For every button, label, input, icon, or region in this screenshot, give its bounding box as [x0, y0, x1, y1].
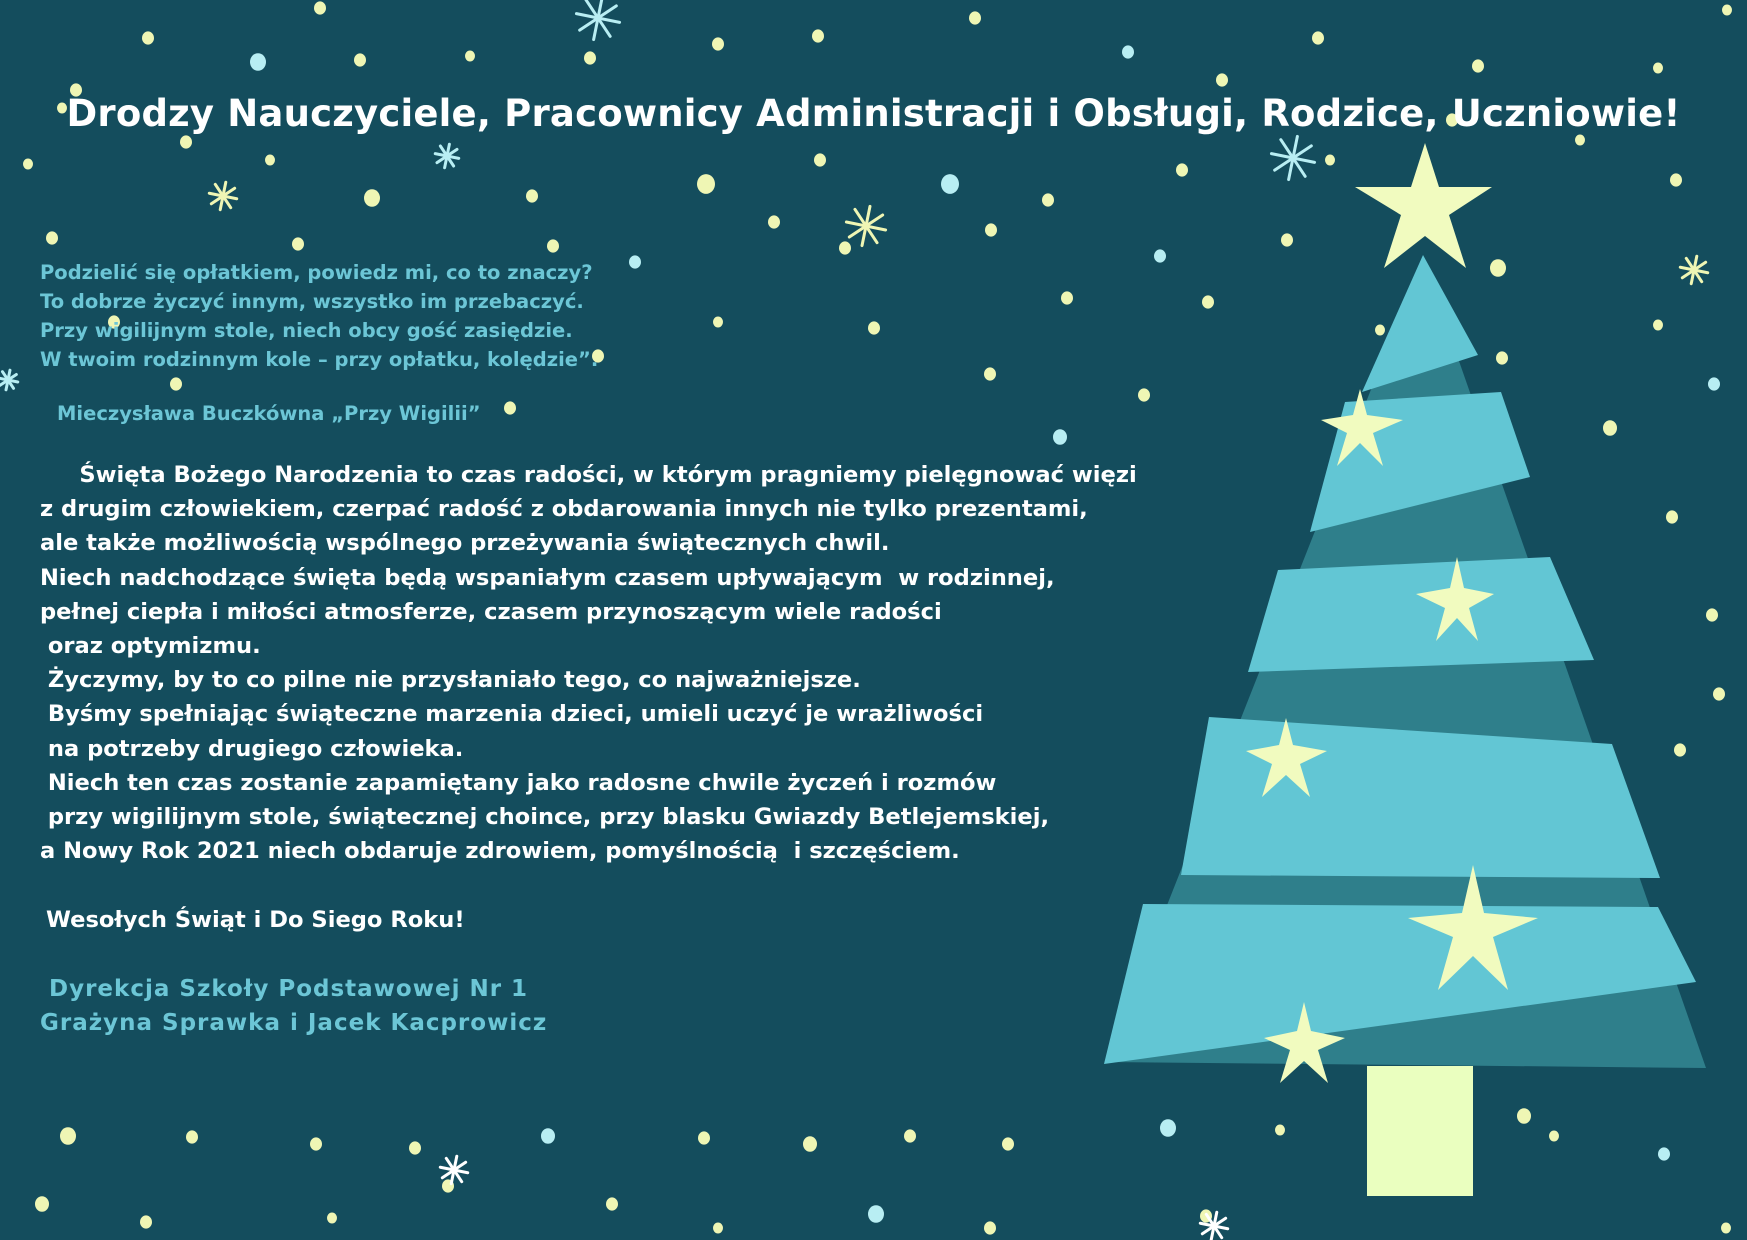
snow-dot-icon — [1061, 291, 1073, 304]
snow-dot-icon — [409, 1141, 421, 1154]
snow-dot-icon — [186, 1130, 198, 1143]
snow-dot-icon — [1216, 73, 1228, 86]
snow-dot-icon — [1706, 608, 1718, 621]
snow-dot-icon — [1154, 249, 1166, 262]
snow-dot-icon — [1138, 388, 1150, 401]
poem-line: W twoim rodzinnym kole – przy opłatku, kolędzie”. — [40, 348, 599, 371]
snow-dot-icon — [1275, 1125, 1285, 1136]
snow-dot-icon — [1708, 377, 1720, 390]
snow-dot-icon — [1653, 63, 1663, 74]
snow-dot-icon — [606, 1197, 618, 1210]
snow-dot-icon — [941, 174, 959, 194]
tree-band-3 — [1248, 557, 1594, 672]
snow-dot-icon — [868, 1205, 884, 1223]
snow-dot-icon — [984, 367, 996, 380]
page-title: Drodzy Nauczyciele, Pracownicy Administracji i Obsługi, Rodzice, Uczniowie! — [66, 92, 1681, 135]
snow-dot-icon — [1670, 173, 1682, 186]
snowflake-icon — [440, 1156, 467, 1183]
snow-dot-icon — [1312, 31, 1324, 44]
snowflake-icon — [209, 182, 236, 209]
snow-dot-icon — [984, 1221, 996, 1234]
snow-dot-icon — [1325, 155, 1335, 166]
snow-dot-icon — [46, 231, 58, 244]
snow-dot-icon — [1375, 325, 1385, 336]
snow-dot-icon — [541, 1128, 555, 1143]
message-line: a Nowy Rok 2021 niech obdaruje zdrowiem, pomyślnością i szczęściem. — [40, 838, 960, 865]
snow-dot-icon — [904, 1129, 916, 1142]
snow-dot-icon — [713, 317, 723, 328]
snow-dot-icon — [526, 189, 538, 202]
tree-top-star-icon — [1355, 143, 1492, 268]
poem-line: Przy wigilijnym stole, niech obcy gość zasiędzie. — [40, 319, 573, 342]
snow-dot-icon — [1202, 295, 1214, 308]
snow-dot-icon — [23, 159, 33, 170]
poem-attribution: Mieczysława Buczkówna „Przy Wigilii” — [57, 402, 481, 425]
message-line: Życzymy, by to co pilne nie przysłaniało tego, co najważniejsze. — [40, 667, 861, 694]
snow-dot-icon — [1713, 687, 1725, 700]
snowflake-icon — [0, 370, 18, 390]
snow-dot-icon — [1160, 1119, 1176, 1137]
snow-dot-icon — [1281, 233, 1293, 246]
snow-dot-icon — [60, 1127, 76, 1145]
snow-dot-icon — [142, 31, 154, 44]
snow-dot-icon — [629, 255, 641, 268]
message-body — [40, 458, 1137, 868]
snow-dot-icon — [1496, 351, 1508, 364]
snow-dot-icon — [327, 1213, 337, 1224]
snow-dot-icon — [1658, 1147, 1670, 1160]
snow-dot-icon — [314, 1, 326, 14]
snow-dot-icon — [1721, 1223, 1731, 1234]
snowflake-icon — [1271, 136, 1314, 179]
snow-dot-icon — [712, 37, 724, 50]
snow-dot-icon — [1653, 320, 1663, 331]
snow-dot-icon — [1666, 510, 1678, 523]
message-line: na potrzeby drugiego człowieka. — [40, 735, 464, 762]
signature-line-school: Dyrekcja Szkoły Podstawowej Nr 1 — [40, 976, 529, 1002]
holiday-greeting: Wesołych Świąt i Do Siego Roku! — [46, 907, 465, 933]
snow-dot-icon — [250, 53, 266, 71]
snowflake-icon — [1680, 256, 1707, 283]
poem-quote — [40, 258, 598, 374]
snow-dot-icon — [1176, 163, 1188, 176]
snow-dot-icon — [768, 215, 780, 228]
signature — [40, 972, 547, 1040]
snow-dot-icon — [354, 53, 366, 66]
message-line: Niech ten czas zostanie zapamiętany jako radosne chwile życzeń i rozmów — [40, 769, 997, 796]
snow-dot-icon — [180, 135, 192, 148]
message-line: oraz optymizmu. — [40, 633, 261, 660]
message-line: Byśmy spełniając świąteczne marzenia dzieci, umieli uczyć je wrażliwości — [40, 701, 984, 728]
snow-dot-icon — [1722, 5, 1732, 16]
snow-dot-icon — [504, 401, 516, 414]
snow-dot-icon — [265, 155, 275, 166]
snow-dot-icon — [713, 1223, 723, 1234]
snow-dot-icon — [1053, 429, 1067, 444]
snow-dot-icon — [292, 237, 304, 250]
snow-dot-icon — [310, 1137, 322, 1150]
snow-dot-icon — [814, 153, 826, 166]
snow-dot-icon — [1517, 1108, 1531, 1123]
snow-dot-icon — [1575, 135, 1585, 146]
snow-dot-icon — [35, 1196, 49, 1211]
snowflake-icon — [576, 0, 619, 40]
snow-dot-icon — [803, 1136, 817, 1151]
snow-dot-icon — [697, 174, 715, 194]
snow-dot-icon — [839, 241, 851, 254]
snow-dot-icon — [1472, 59, 1484, 72]
message-line: pełnej ciepła i miłości atmosferze, czasem przynoszącym wiele radości — [40, 598, 942, 625]
snow-dot-icon — [364, 189, 380, 207]
snowflake-icon — [846, 206, 885, 245]
signature-line-names: Grażyna Sprawka i Jacek Kacprowicz — [40, 1010, 548, 1036]
snow-dot-icon — [1122, 45, 1134, 58]
snow-dot-icon — [584, 51, 596, 64]
tree-trunk — [1367, 1066, 1473, 1196]
snow-dot-icon — [812, 29, 824, 42]
snow-dot-icon — [1674, 743, 1686, 756]
snow-dot-icon — [170, 377, 182, 390]
message-line: ale także możliwością wspólnego przeżywania świątecznych chwil. — [40, 530, 890, 557]
snow-dot-icon — [1603, 420, 1617, 435]
snow-dot-icon — [1042, 193, 1054, 206]
snow-dot-icon — [985, 223, 997, 236]
poem-line: To dobrze życzyć innym, wszystko im przebaczyć. — [40, 290, 584, 313]
christmas-tree-icon — [1104, 143, 1706, 1196]
snow-dot-icon — [140, 1215, 152, 1228]
snowflake-icon — [435, 144, 459, 168]
message-line: z drugim człowiekiem, czerpać radość z obdarowania innych nie tylko prezentami, — [40, 496, 1088, 523]
snow-dot-icon — [547, 239, 559, 252]
snow-dot-icon — [868, 321, 880, 334]
snow-dot-icon — [698, 1131, 710, 1144]
message-line: Niech nadchodzące święta będą wspaniałym czasem upływającym w rodzinnej, — [40, 564, 1055, 591]
message-line: przy wigilijnym stole, świątecznej choince, przy blasku Gwiazdy Betlejemskiej, — [40, 804, 1050, 831]
snow-dot-icon — [465, 51, 475, 62]
message-line: Święta Bożego Narodzenia to czas radości, w którym pragniemy pielęgnować więzi — [40, 462, 1137, 488]
snow-dot-icon — [1002, 1137, 1014, 1150]
poem-line: Podzielić się opłatkiem, powiedz mi, co to znaczy? — [40, 261, 593, 284]
snow-dot-icon — [1490, 259, 1506, 277]
snow-dot-icon — [1549, 1131, 1559, 1142]
snow-dot-icon — [969, 11, 981, 24]
